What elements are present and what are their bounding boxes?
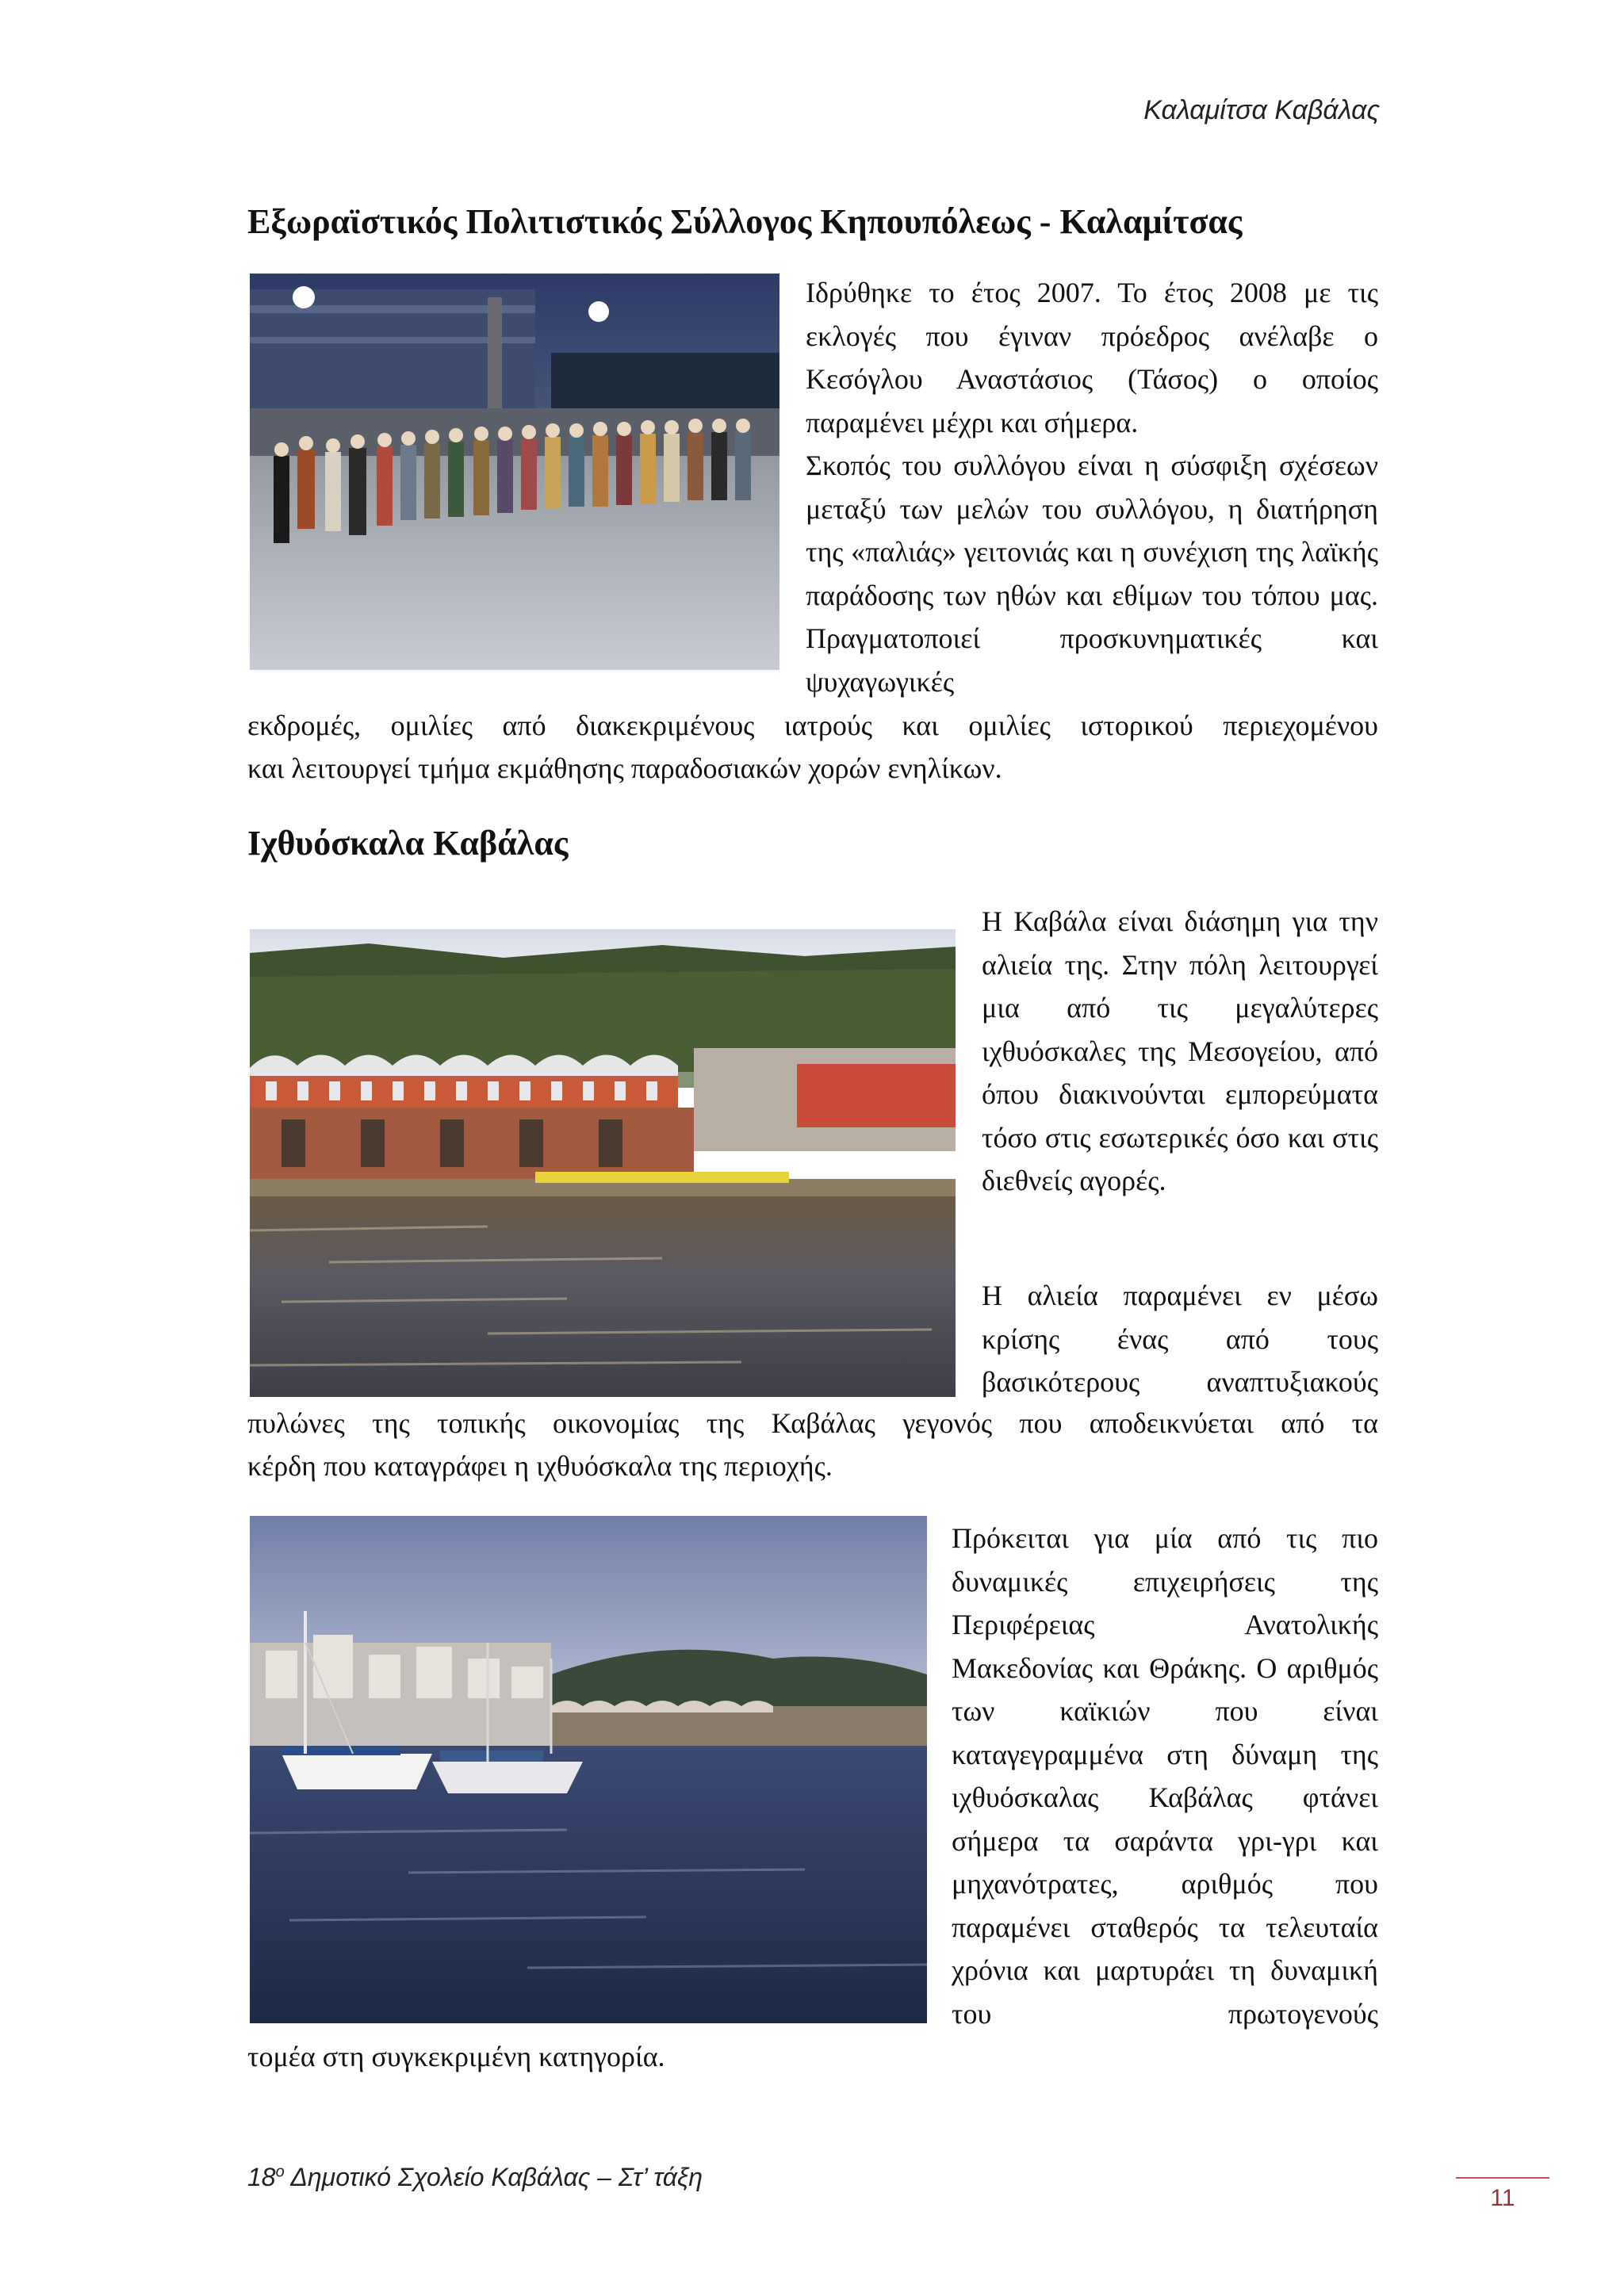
fish-market-paragraph-3-wrapped: Πρόκειται για μία από τις πιο δυναμικές επιχειρήσεις της Περιφέρειας Ανατολικής Μακεδονίας και Θράκης. Ο αριθμός των καϊκιών που είναι καταγεγραμμένα στη δύναμη της ιχθυόσκαλας Καβάλας φτάνει σήμερα τα σαράντα γρι-γρι και μηχανότρατες, αριθμός που παραμένει σταθερός τα τελευταία χρόνια και μαρτυράει τη δυναμική του πρωτογενούς: [952, 1522, 1378, 2030]
association-paragraph-2: Σκοπός του συλλόγου είναι η σύσφιξη σχέσεων μεταξύ των μελών του συλλόγου, η διατήρηση της «παλιάς» γειτονιάς και η συνέχιση της λαϊκής παράδοσης των ηθών και εθίμων του τόπου μας. Πραγματοποιεί προσκυνηματικές και ψυχαγωγικές: [806, 450, 1378, 698]
page-number: 11: [1490, 2185, 1515, 2211]
fish-market-line-full-1: πυλώνες της τοπικής οικονομίας της Καβάλας γεγονός που αποδεικνύεται από τα: [247, 1407, 1378, 1439]
fish-market-paragraph-2-wrapped: Η αλιεία παραμένει εν μέσω κρίσης ένας από τους βασικότερους αναπτυξιακούς: [982, 1280, 1378, 1398]
photo-fish-market-building: [250, 929, 956, 1397]
photo-harbor-boats: [250, 1516, 927, 2023]
fish-market-paragraph-1: Η Καβάλα είναι διάσημη για την αλιεία της. Στην πόλη λειτουργεί μια από τις μεγαλύτερες ιχθυόσκαλες της Μεσογείου, από όπου διακινούνται εμπορεύματα τόσο στις εσωτερικές όσο και στις διεθνείς αγορές.: [982, 905, 1378, 1196]
association-line-full-1: εκδρομές, ομιλίες από διακεκριμένους ιατρούς και ομιλίες ιστορικού περιεχομένου: [247, 710, 1378, 741]
association-wrapped-text: [806, 271, 1378, 703]
section-title-fish-market: Ιχθυόσκαλα Καβάλας: [247, 824, 569, 863]
section-title-association: Εξωραϊστικός Πολιτιστικός Σύλλογος Κηπουπόλεως - Καλαμίτσας: [247, 202, 1243, 241]
association-line-full-2: και λειτουργεί τμήμα εκμάθησης παραδοσιακών χορών ενηλίκων.: [247, 752, 1002, 784]
fish-market-line-full-2: κέρδη που καταγράφει η ιχθυόσκαλα της περιοχής.: [247, 1450, 833, 1482]
footer-divider: [1456, 2177, 1549, 2179]
footer-school-name: Δημοτικό Σχολείο Καβάλας – Στ’ τάξη: [284, 2163, 703, 2191]
footer-ordinal-superscript: ο: [275, 2163, 285, 2181]
footer-school-number: 18: [247, 2163, 276, 2191]
photo-folk-dancers: [250, 274, 779, 670]
running-header: Καλαμίτσα Καβάλας: [1143, 95, 1380, 125]
association-paragraph-1: Ιδρύθηκε το έτος 2007. Το έτος 2008 με τις εκλογές που έγιναν πρόεδρος ανέλαβε ο Κεσόγλου Αναστάσιος (Τάσος) ο οποίος παραμένει μέχρι και σήμερα.: [806, 277, 1378, 438]
fish-market-line-full-3: τομέα στη συγκεκριμένη κατηγορία.: [247, 2041, 665, 2072]
footer-school-label: [247, 2163, 703, 2192]
